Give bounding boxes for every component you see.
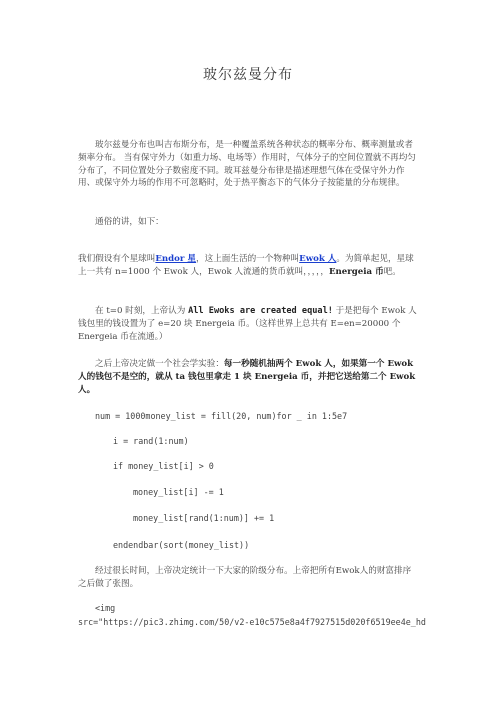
code-line-6: endendbar(sort(money_list)) (113, 540, 250, 550)
experiment-paragraph (78, 358, 418, 396)
code-line-1: num = 1000money_list = fill(20, num)for _ in 1:5e7 (95, 411, 348, 421)
t0-text-b: 于是把每个 Ewok 人钱包里的钱设置为了 e=20 块 Energeia 币。（这样世界上总共有 E=en=20000 个 Energeia 币在流通。） (78, 306, 417, 342)
endor-text-c: 。为简单起见，星球上一共有 n=1000 个 Ewok 人，Ewok 人流通的货币就叫，，，，， (78, 254, 414, 277)
code-line-3: if money_list[i] > 0 (113, 461, 214, 471)
result-paragraph: 经过很长时间，上帝决定统计一下大家的阶级分布。上帝把所有Ewok人的财富排序之后做了张图。 (78, 566, 412, 589)
intro-paragraph: 玻尔兹曼分布也叫吉布斯分布，是一种覆盖系统各种状态的概率分布、概率测量或者频率分布。 当有保守外力（如重力场、电场等）作用时，气体分子的空间位置就不再均匀分布了，不同位置处分子数密度不同。玻耳兹曼分布律是描述理想气体在受保守外力作用、或保守外力场的作用不可忽略时，处于热平衡态下的气体分子按能量的分布规律。 (78, 140, 416, 189)
t0-paragraph (78, 305, 418, 343)
img-tag-line-2: src="https://pic3.zhimg.com/50/v2-e10c575e8a4f7927515d020f6519ee4e_hd (78, 617, 426, 627)
page-title: 玻尔兹曼分布 (203, 67, 293, 83)
endor-text-a: 我们假设有个星球叫 (78, 254, 156, 264)
code-line-2: i = rand(1:num) (113, 436, 189, 446)
endor-link[interactable]: Endor 星 (155, 254, 197, 264)
plain-intro-paragraph: 通俗的讲，如下： (95, 217, 164, 227)
code-line-5: money_list[rand(1:num)] += 1 (133, 513, 275, 523)
all-ewoks-phrase: All Ewoks are created equal! (188, 306, 333, 316)
endor-text-b: ，这上面生活的一个物种叫 (196, 254, 300, 264)
energeia-term: Energeia 币 (328, 266, 384, 277)
ewok-link[interactable]: Ewok 人 (299, 254, 337, 264)
t0-text-a: 在 t=0 时刻，上帝认为 (95, 306, 189, 316)
img-tag-line-1: <img (95, 603, 116, 613)
experiment-text-a: 之后上帝决定做一个社会学实验： (95, 359, 224, 369)
endor-text-d: 吧。 (383, 266, 401, 277)
code-line-4: money_list[i] -= 1 (133, 487, 224, 497)
endor-paragraph (78, 253, 418, 279)
experiment-rule: 每一秒随机抽两个 Ewok 人，如果第一个 Ewok 人的钱包不是空的，就从 ta 钱包里拿走 1 块 Energeia 币，并把它送给第二个 Ewok 人。 (78, 359, 416, 395)
